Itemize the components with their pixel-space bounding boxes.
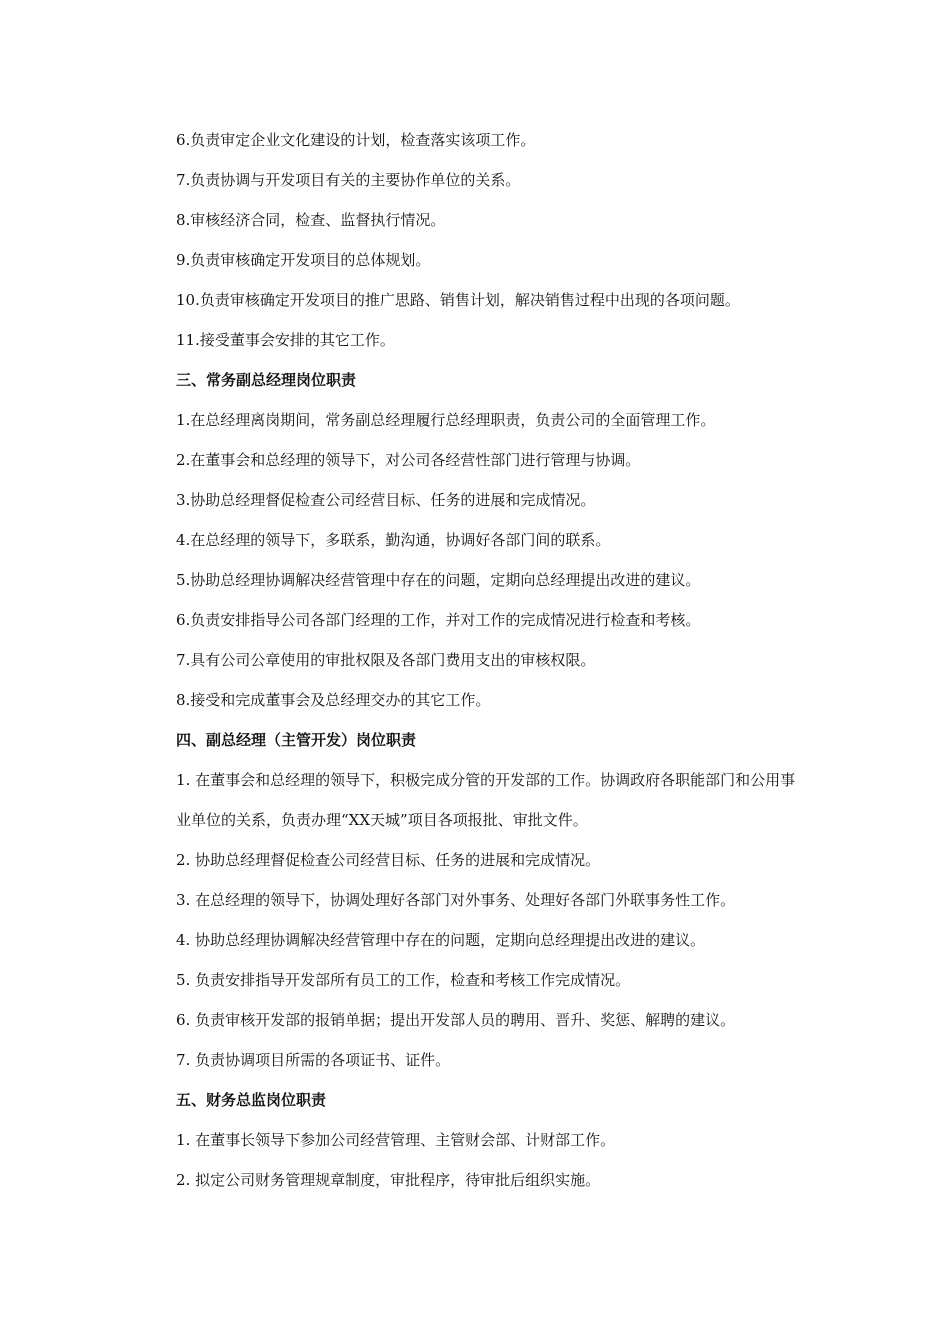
list-item: 2. 拟定公司财务管理规章制度，审批程序，待审批后组织实施。 xyxy=(176,1171,601,1189)
list-item: 7. 负责协调项目所需的各项证书、证件。 xyxy=(176,1051,451,1069)
list-item: 3. 在总经理的领导下，协调处理好各部门对外事务、处理好各部门外联事务性工作。 xyxy=(176,891,736,909)
list-item: 4.在总经理的领导下，多联系，勤沟通，协调好各部门间的联系。 xyxy=(176,531,611,549)
list-item: 10.负责审核确定开发项目的推广思路、销售计划，解决销售过程中出现的各项问题。 xyxy=(176,291,740,309)
list-item: 2.在董事会和总经理的领导下，对公司各经营性部门进行管理与协调。 xyxy=(176,451,641,469)
list-item: 1.在总经理离岗期间，常务副总经理履行总经理职责，负责公司的全面管理工作。 xyxy=(176,411,716,429)
list-item: 8.审核经济合同，检查、监督执行情况。 xyxy=(176,211,446,229)
list-item: 1. 在董事长领导下参加公司经营管理、主管财会部、计财部工作。 xyxy=(176,1131,616,1149)
section-heading: 五、财务总监岗位职责 xyxy=(176,1091,327,1109)
list-item: 3.协助总经理督促检查公司经营目标、任务的进展和完成情况。 xyxy=(176,491,596,509)
list-item: 6.负责审定企业文化建设的计划，检查落实该项工作。 xyxy=(176,131,536,149)
list-item: 4. 协助总经理协调解决经营管理中存在的问题，定期向总经理提出改进的建议。 xyxy=(176,931,706,949)
list-item: 5.协助总经理协调解决经营管理中存在的问题，定期向总经理提出改进的建议。 xyxy=(176,571,701,589)
list-item: 11.接受董事会安排的其它工作。 xyxy=(176,331,395,349)
section-heading: 四、副总经理（主管开发）岗位职责 xyxy=(176,731,417,749)
list-item: 5. 负责安排指导开发部所有员工的工作，检查和考核工作完成情况。 xyxy=(176,971,631,989)
list-item: 6.负责安排指导公司各部门经理的工作，并对工作的完成情况进行检查和考核。 xyxy=(176,611,701,629)
list-item: 7.负责协调与开发项目有关的主要协作单位的关系。 xyxy=(176,171,521,189)
list-item: 8.接受和完成董事会及总经理交办的其它工作。 xyxy=(176,691,491,709)
section-heading: 三、常务副总经理岗位职责 xyxy=(176,371,357,389)
list-item: 9.负责审核确定开发项目的总体规划。 xyxy=(176,251,431,269)
list-item: 2. 协助总经理督促检查公司经营目标、任务的进展和完成情况。 xyxy=(176,851,601,869)
list-item: 6. 负责审核开发部的报销单据；提出开发部人员的聘用、晋升、奖惩、解聘的建议。 xyxy=(176,1011,736,1029)
list-item: 1. 在董事会和总经理的领导下，积极完成分管的开发部的工作。协调政府各职能部门和公用事业单位的关系，负责办理“XX天城”项目各项报批、审批文件。 xyxy=(176,771,796,829)
list-item: 7.具有公司公章使用的审批权限及各部门费用支出的审核权限。 xyxy=(176,651,596,669)
document-body xyxy=(176,130,816,1210)
